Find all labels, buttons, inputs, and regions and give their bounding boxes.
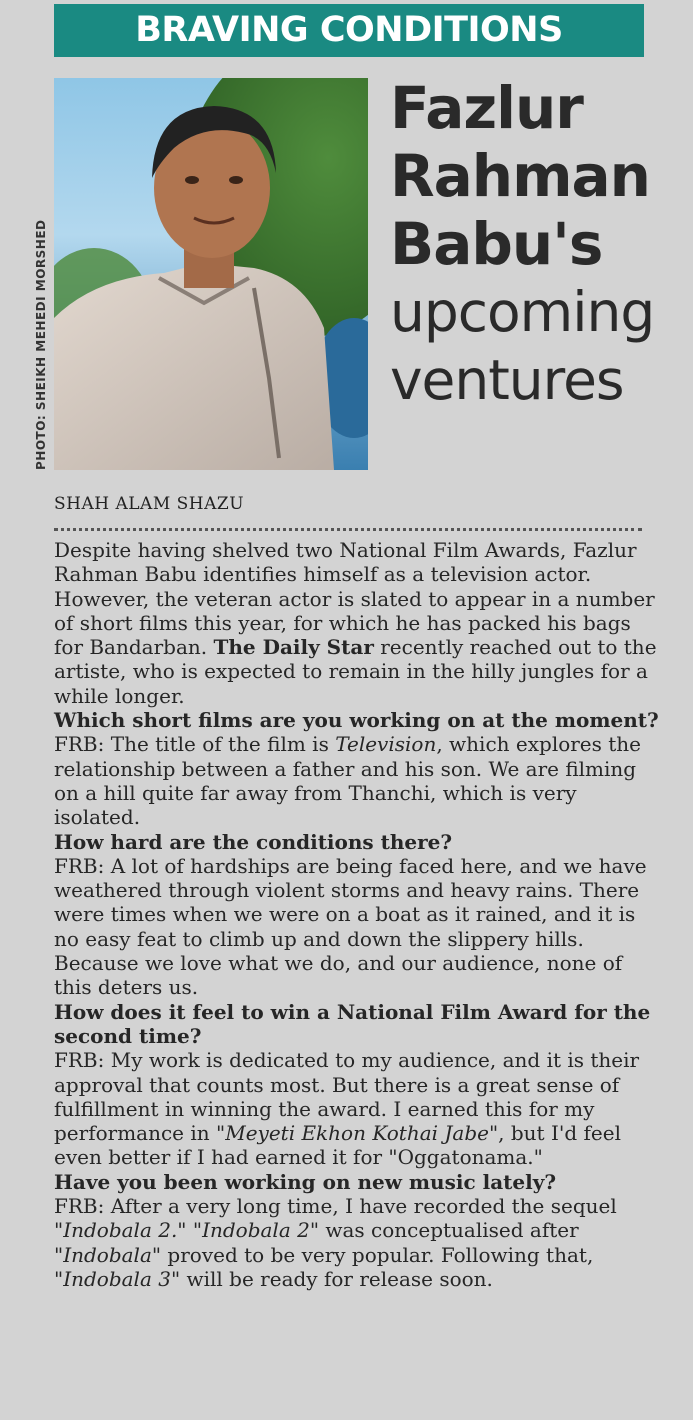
photo-credit: PHOTO: SHEIKH MEHEDI MORSHED <box>34 219 48 470</box>
question-3: How does it feel to win a National Film Award for the second time? <box>54 999 651 1048</box>
answer-1-text-1: FRB: The title of the film is <box>54 732 336 757</box>
intro-text-2: recently reached out to the artiste, who is expected to remain in the hilly jungles for a while longer. <box>54 635 657 708</box>
article-body <box>54 538 666 1291</box>
answer-4-text-3: proved to be very popular. Following that, <box>161 1242 594 1267</box>
answer-4-text-2: was conceptualised after <box>319 1218 579 1243</box>
byline: SHAH ALAM SHAZU <box>54 494 245 514</box>
answer-3 <box>54 1048 666 1169</box>
portrait-photo <box>54 78 368 470</box>
answer-3-text-1: FRB: My work is dedicated to my audience, and it is their approval that counts most. But there is a great sense of fulfillment in winning the award. I earned this for my performance in <box>54 1048 640 1146</box>
headline-line-1: Fazlur <box>390 74 583 142</box>
headline <box>390 74 690 414</box>
headline-line-5: ventures <box>390 348 624 412</box>
answer-4-title-1: "Indobala 2." "Indobala 2" <box>54 1218 320 1243</box>
headline-line-2: Rahman <box>390 142 650 210</box>
publication-name: The Daily Star <box>213 635 374 660</box>
answer-1 <box>54 732 666 829</box>
headline-line-3: Babu's <box>390 210 603 278</box>
answer-2: FRB: A lot of hardships are being faced here, and we have weathered through violent storms and heavy rains. There were times when we were on a boat as it rained, and it is no easy feat to climb up and down the slippery hills. Because we love what we do, and our audience, none of this deters us. <box>54 853 647 1000</box>
divider <box>54 528 642 531</box>
portrait-illustration <box>54 78 368 470</box>
answer-4-title-2: "Indobala" <box>54 1242 162 1267</box>
answer-4 <box>54 1194 666 1291</box>
question-1: Which short films are you working on at the moment? <box>54 708 659 733</box>
answer-3-title: "Meyeti Ekhon Kothai Jabe" <box>216 1121 499 1146</box>
answer-4-text-1: FRB: After a very long time, I have recorded the sequel <box>54 1194 617 1219</box>
section-banner: BRAVING CONDITIONS <box>54 4 644 57</box>
question-4: Have you been working on new music lately? <box>54 1169 557 1194</box>
intro-paragraph <box>54 538 666 708</box>
question-2: How hard are the conditions there? <box>54 829 453 854</box>
answer-4-title-3: "Indobala 3" <box>54 1266 181 1291</box>
headline-line-4: upcoming <box>390 280 655 344</box>
answer-1-text-2: , which explores the relationship between a father and his son. We are filming on a hill quite far away from Thanchi, which is very isolated. <box>54 732 642 830</box>
answer-3-text-2: , but I'd feel even better if I had earned it for "Oggatonama." <box>54 1121 621 1170</box>
answer-1-title: Television <box>335 732 437 757</box>
intro-text-1: Despite having shelved two National Film Awards, Fazlur Rahman Babu identifies himself as a television actor. However, the veteran actor is slated to appear in a number of short films this year, for which he has packed his bags for Bandarban. <box>54 538 655 660</box>
answer-4-text-4: will be ready for release soon. <box>180 1266 493 1291</box>
